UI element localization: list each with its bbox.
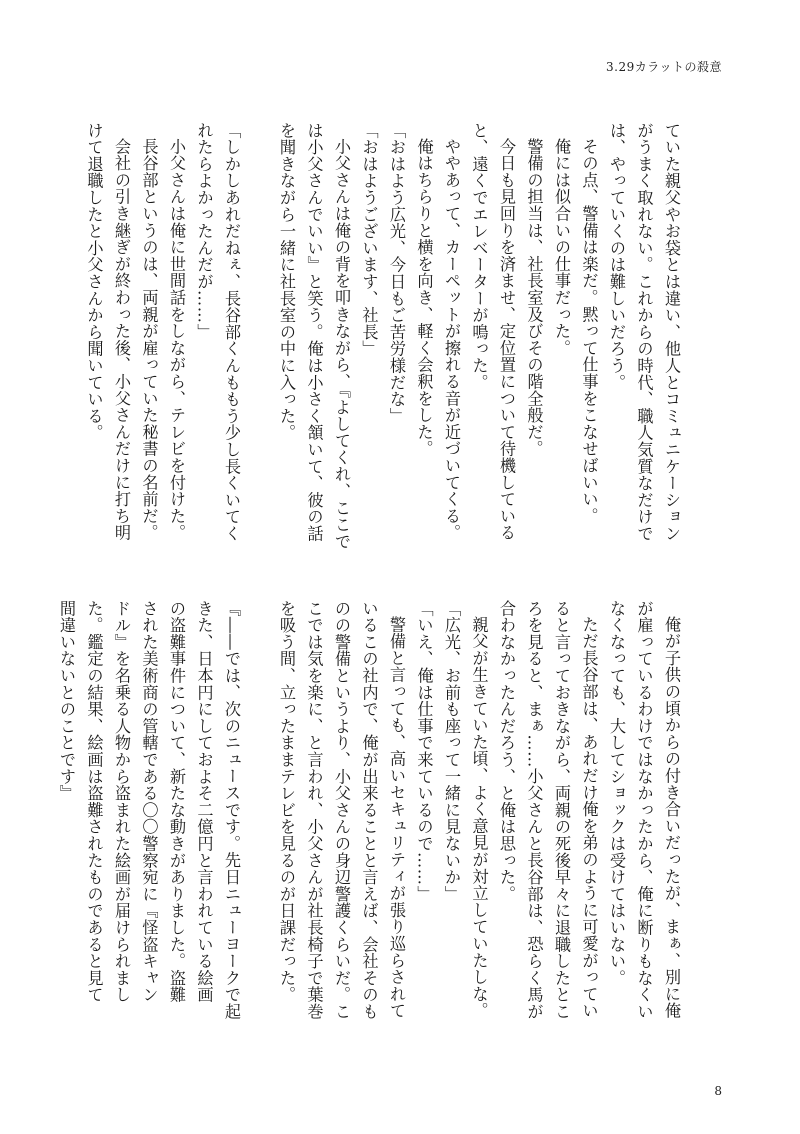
text-line: された美術商の管轄である〇〇警察宛に『怪盗キャン <box>139 600 159 1004</box>
text-line: を聞きながら一緒に社長室の中に入った。 <box>277 122 296 442</box>
text-line: その点、警備は楽だ。黙って仕事をこなせばいい。 <box>579 138 599 525</box>
text-line: ろを見ると、まぁ……小父さんと長谷部は、恐らく馬が <box>524 600 544 1020</box>
text-line: 間違いないとのことです』 <box>57 600 76 802</box>
text-line <box>245 122 273 562</box>
text-line: を吸う間、立ったままテレビを見るのが日課だった。 <box>277 600 296 1004</box>
text-line: なくなっても、大してショックは受けてはいない。 <box>607 600 626 987</box>
text-line: は、やっていくのは難しいだろう。 <box>607 122 626 391</box>
text-line: 俺が子供の頃からの付き合いだったが、まぁ、別に俺 <box>662 616 681 1020</box>
text-line: 「おはよう広光、今日もご苦労様だな」 <box>387 122 406 425</box>
page-number: 8 <box>714 1084 722 1098</box>
text-line: いるこの社内で、俺が出来ることと言えば、会社そのも <box>359 600 379 1020</box>
text-line: 『――では、次のニュースです。先日ニューヨークで起 <box>222 600 241 1020</box>
text-line: の盗難事件について、新たな動きがありました。盗難 <box>167 600 186 1004</box>
text-line: きた、日本円にしておよそ二億円と言われている絵画 <box>194 600 214 1004</box>
text-line: 警備と言っても、高いセキュリティが張り巡らされて <box>387 616 406 1020</box>
text-line: こでは気を楽に、と言われ、小父さんが社長椅子で葉巻 <box>304 600 324 1020</box>
text-line: ややあって、カーペットが擦れる音が近づいてくる。 <box>442 138 461 542</box>
text-line: は小父さんでいい』と笑う。俺は小さく頷いて、彼の話 <box>304 122 324 542</box>
text-line: 小父さんは俺に世間話をしながら、テレビを付けた。 <box>167 138 186 542</box>
text-line: 警備の担当は、社長室及びその階全般だ。 <box>524 138 544 458</box>
text-line: ただ長谷部は、あれだけ俺を弟のように可愛がってい <box>579 616 599 1020</box>
text-line: けて退職したと小父さんから聞いている。 <box>84 122 104 442</box>
text-line: 「いえ、俺は仕事で来ているので……」 <box>414 600 434 903</box>
lower-text-block <box>57 600 685 1040</box>
text-line: 小父さんは俺の背を叩きながら、『よしてくれ、ここで <box>332 138 351 551</box>
text-line: のの警備というより、小父さんの身辺警護くらいだ。こ <box>332 600 351 1020</box>
text-line: 会社の引き継ぎが終わった後、小父さんだけに打ち明 <box>112 138 131 542</box>
text-line: れたらよかったんだが……」 <box>194 122 214 341</box>
text-line: 「おはようございます、社長」 <box>359 122 379 358</box>
text-line: 「広光、お前も座って一緒に見ないか」 <box>442 600 461 903</box>
text-line: 親父が生きていた頃、よく意見が対立していたしな。 <box>469 616 489 1020</box>
text-line: ると言っておきながら、両親の死後早々に退職したとこ <box>552 600 571 1020</box>
text-line: ドル』を名乗る人物から盗まれた絵画が届けられまし <box>112 600 131 1004</box>
text-line: 俺はちらりと横を向き、軽く会釈をした。 <box>414 138 434 458</box>
text-line: た。鑑定の結果、絵画は盗難されたものであると見て <box>84 600 104 1004</box>
text-line: 「しかしあれだねぇ、長谷部くんももう少し長くいてく <box>222 122 241 542</box>
text-line: 今日も見回りを済ませ、定位置について待機している <box>497 138 516 542</box>
text-line: と、遠くでエレベーターが鳴った。 <box>469 122 489 391</box>
text-line: がうまく取れない。これからの時代、職人気質なだけで <box>634 122 654 542</box>
text-line: 長谷部というのは、両親が雇っていた秘書の名前だ。 <box>139 138 159 542</box>
text-line: 合わなかったんだろう、と俺は思った。 <box>497 600 516 903</box>
text-line: ていた親父やお袋とは違い、他人とコミュニケーション <box>662 122 681 542</box>
text-line: 俺には似合いの仕事だった。 <box>552 138 571 357</box>
upper-text-block <box>84 122 685 562</box>
text-line: が雇っているわけではなかったから、俺に断りもなくい <box>634 600 654 1020</box>
text-line <box>245 600 273 1040</box>
running-header: 3.29カラットの殺意 <box>606 60 722 74</box>
